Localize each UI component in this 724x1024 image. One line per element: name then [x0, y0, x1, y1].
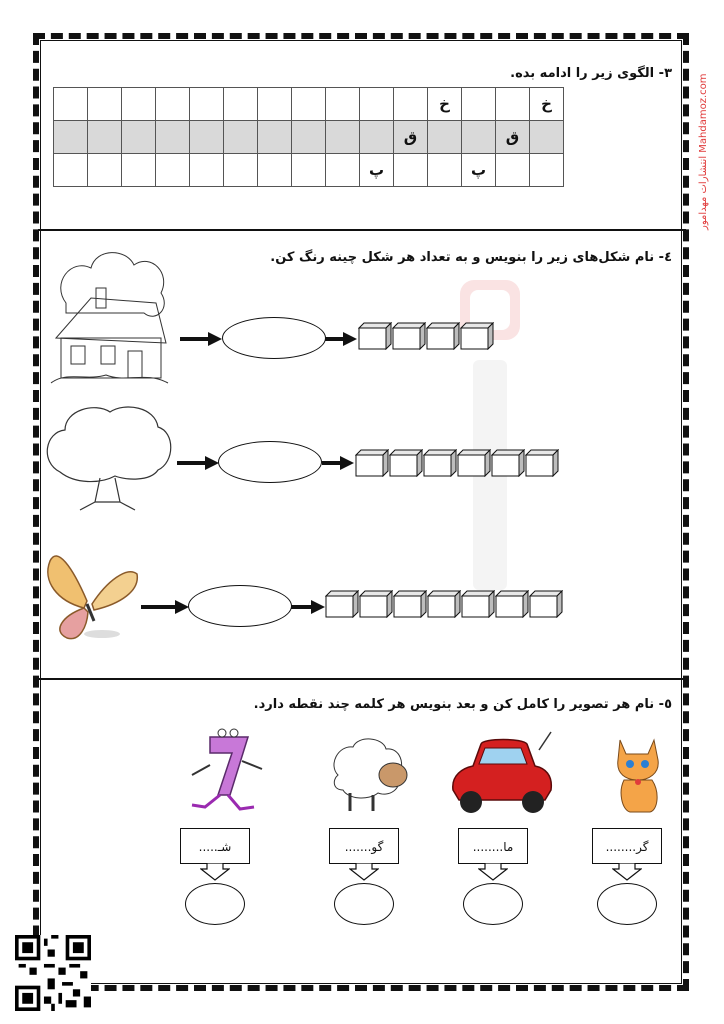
- number-seven-icon: [180, 725, 275, 820]
- word-box[interactable]: ما........: [458, 828, 528, 864]
- pattern-cell[interactable]: [88, 121, 122, 154]
- pattern-cell[interactable]: [258, 154, 292, 187]
- divider-1: [38, 229, 686, 231]
- cube-block[interactable]: [393, 590, 423, 614]
- pattern-cell[interactable]: پ: [360, 154, 394, 187]
- cube-block[interactable]: [389, 449, 419, 473]
- arrow-down-icon: [349, 863, 379, 881]
- q4-title: ٤- نام شکل‌های زیر را بنویس و به تعداد هر شکل چینه رنگ کن.: [270, 250, 672, 265]
- cube-block[interactable]: [423, 449, 453, 473]
- divider-2: [38, 678, 686, 680]
- word-box[interactable]: گو.......: [329, 828, 399, 864]
- pattern-cell[interactable]: [462, 121, 496, 154]
- pattern-row: [54, 154, 564, 187]
- pattern-cell[interactable]: [292, 88, 326, 121]
- pattern-cell[interactable]: [326, 88, 360, 121]
- word-box[interactable]: گر........: [592, 828, 662, 864]
- cube-block[interactable]: [529, 590, 559, 614]
- cube-block[interactable]: [427, 590, 457, 614]
- cube-block[interactable]: [426, 322, 456, 346]
- pattern-cell[interactable]: [54, 154, 88, 187]
- pattern-cell[interactable]: خ: [530, 88, 564, 121]
- cube-block[interactable]: [457, 449, 487, 473]
- cube-block[interactable]: [355, 449, 385, 473]
- pattern-cell[interactable]: پ: [462, 154, 496, 187]
- arrow-right-icon: [141, 600, 189, 614]
- cube-block[interactable]: [525, 449, 555, 473]
- cube-row: [355, 449, 559, 473]
- pattern-cell[interactable]: [496, 88, 530, 121]
- pattern-cell[interactable]: [54, 88, 88, 121]
- q5-title: ٥- نام هر تصویر را کامل کن و بعد بنویس هر کلمه چند نقطه دارد.: [253, 697, 672, 712]
- dot-count-oval[interactable]: [463, 883, 523, 925]
- arrow-down-icon: [612, 863, 642, 881]
- pattern-row: [54, 88, 564, 121]
- pattern-cell[interactable]: [394, 88, 428, 121]
- car-icon: [443, 730, 555, 820]
- pattern-cell[interactable]: [428, 121, 462, 154]
- pattern-cell[interactable]: [88, 88, 122, 121]
- cube-block[interactable]: [495, 590, 525, 614]
- pattern-cell[interactable]: ق: [394, 121, 428, 154]
- pattern-cell[interactable]: [122, 88, 156, 121]
- cube-block[interactable]: [491, 449, 521, 473]
- qr-code: [15, 935, 91, 1011]
- cube-block[interactable]: [460, 322, 490, 346]
- pattern-cell[interactable]: [156, 88, 190, 121]
- pattern-cell[interactable]: [88, 154, 122, 187]
- side-brand: انتشارات مهدامور Mahdamoz.com: [698, 73, 709, 230]
- tree-icon: [40, 402, 175, 517]
- pattern-cell[interactable]: [54, 121, 88, 154]
- pattern-cell[interactable]: [394, 154, 428, 187]
- word-box[interactable]: شـ.....: [180, 828, 250, 864]
- dot-count-oval[interactable]: [334, 883, 394, 925]
- arrow-right-icon: [322, 456, 354, 470]
- pattern-cell[interactable]: [326, 121, 360, 154]
- dot-count-oval[interactable]: [597, 883, 657, 925]
- pattern-cell[interactable]: [122, 121, 156, 154]
- pattern-cell[interactable]: [258, 88, 292, 121]
- pattern-cell[interactable]: [224, 154, 258, 187]
- cube-block[interactable]: [358, 322, 388, 346]
- pattern-row: [54, 121, 564, 154]
- pattern-grid: [53, 87, 564, 187]
- pattern-cell[interactable]: ق: [496, 121, 530, 154]
- arrow-right-icon: [180, 332, 222, 346]
- pattern-cell[interactable]: [530, 154, 564, 187]
- pattern-cell[interactable]: [360, 121, 394, 154]
- house-icon: [46, 243, 172, 388]
- pattern-cell[interactable]: [496, 154, 530, 187]
- pattern-cell[interactable]: [190, 88, 224, 121]
- pattern-cell[interactable]: [258, 121, 292, 154]
- answer-oval[interactable]: [222, 317, 326, 359]
- pattern-cell[interactable]: [326, 154, 360, 187]
- arrow-down-icon: [478, 863, 508, 881]
- pattern-cell[interactable]: [224, 88, 258, 121]
- pattern-cell[interactable]: [190, 121, 224, 154]
- pattern-cell[interactable]: [360, 88, 394, 121]
- dot-count-oval[interactable]: [185, 883, 245, 925]
- cube-block[interactable]: [392, 322, 422, 346]
- q3-title: ۳- الگوی زیر را ادامه بده.: [510, 66, 672, 81]
- arrow-right-icon: [291, 600, 325, 614]
- pattern-cell[interactable]: [292, 121, 326, 154]
- cat-icon: [608, 732, 668, 814]
- pattern-cell[interactable]: [156, 121, 190, 154]
- arrow-right-icon: [177, 456, 219, 470]
- pattern-cell[interactable]: [156, 154, 190, 187]
- pattern-cell[interactable]: [428, 154, 462, 187]
- cube-block[interactable]: [359, 590, 389, 614]
- pattern-cell[interactable]: [530, 121, 564, 154]
- pattern-cell[interactable]: [190, 154, 224, 187]
- cube-row: [325, 590, 563, 614]
- answer-oval[interactable]: [218, 441, 322, 483]
- pattern-cell[interactable]: [292, 154, 326, 187]
- pattern-cell[interactable]: [224, 121, 258, 154]
- sheep-icon: [328, 735, 413, 815]
- pattern-cell[interactable]: [122, 154, 156, 187]
- answer-oval[interactable]: [188, 585, 292, 627]
- arrow-right-icon: [325, 332, 357, 346]
- arrow-down-icon: [200, 863, 230, 881]
- pattern-cell[interactable]: خ: [428, 88, 462, 121]
- cube-block[interactable]: [325, 590, 355, 614]
- cube-row: [358, 322, 494, 346]
- cube-block[interactable]: [461, 590, 491, 614]
- pattern-cell[interactable]: [462, 88, 496, 121]
- butterfly-icon: [42, 546, 140, 646]
